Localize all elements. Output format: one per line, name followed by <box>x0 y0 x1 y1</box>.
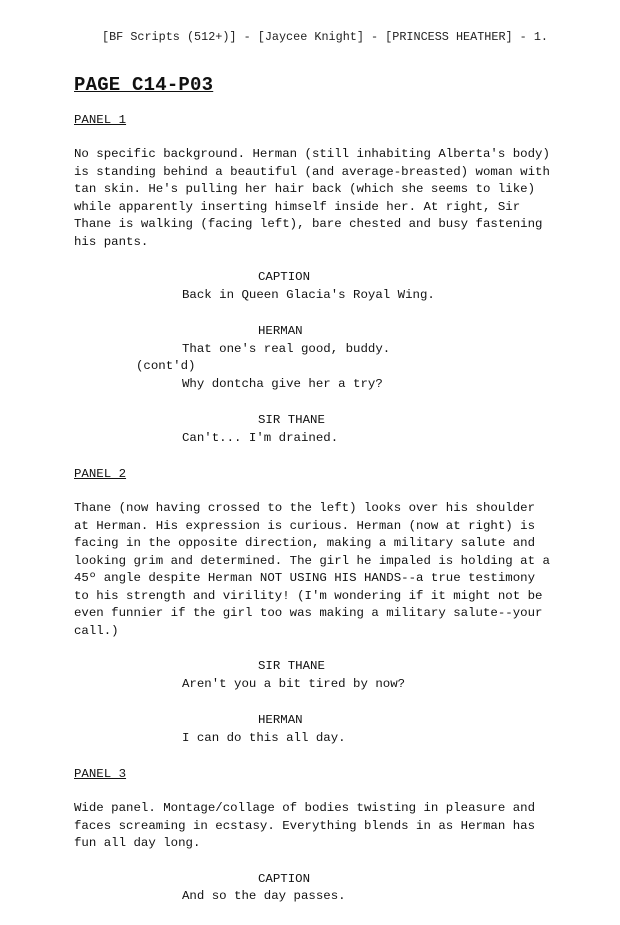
parenthetical: (cont'd) <box>136 359 196 373</box>
panel-heading: PANEL 3 <box>74 767 127 781</box>
script-body <box>74 74 554 925</box>
dialogue-block <box>74 712 554 747</box>
dialogue-line: And so the day passes. <box>182 889 346 903</box>
speaker-name: CAPTION <box>258 871 311 886</box>
action-description: No specific background. Herman (still inhabiting Alberta's body) is standing behind a beautiful (and average-breasted) woman with tan skin. He's pulling her hair back (which she seems to like) while apparently inserting himself inside her. At right, Sir Thane is walking (facing left), bare chested and busy fastening his pants. <box>74 147 550 249</box>
dialogue-line: Can't... I'm drained. <box>182 430 339 445</box>
page-header: [BF Scripts (512+)] - [Jaycee Knight] - [PRINCESS HEATHER] - 1. <box>102 30 548 44</box>
dialogue-block <box>74 871 554 906</box>
dialogue-line: That one's real good, buddy. <box>182 341 391 356</box>
action-description: Thane (now having crossed to the left) looks over his shoulder at Herman. His expression is curious. Herman (now at right) is facing in the opposite direction, making a military salute and looking grim and determined. The girl he impaled is holding at a 45º angle despite Herman NOT USING HIS HANDS--a true testimony to his strength and virility! (I'm wondering if it might not be even funnier if the girl too was making a military salute--your call.) <box>74 501 550 638</box>
dialogue-line: I can do this all day. <box>182 730 346 745</box>
panel-heading: PANEL 2 <box>74 467 127 481</box>
dialogue-line: Why dontcha give her a try? <box>182 376 383 391</box>
dialogue-line: Aren't you a bit tired by now? <box>182 676 406 691</box>
speaker-name: SIR THANE <box>258 659 325 673</box>
dialogue-block <box>74 412 554 447</box>
dialogue-block <box>74 323 554 393</box>
dialogue-block <box>74 658 554 693</box>
speaker-name: SIR THANE <box>258 413 325 427</box>
dialogue-block <box>74 269 554 304</box>
speaker-name: HERMAN <box>258 324 303 338</box>
dialogue-line: Back in Queen Glacia's Royal Wing. <box>182 287 435 302</box>
speaker-name: CAPTION <box>258 270 311 284</box>
speaker-name: HERMAN <box>258 713 303 727</box>
action-description: Wide panel. Montage/collage of bodies twisting in pleasure and faces screaming in ecstasy. Everything blends in as Herman has fun all day long. <box>74 801 536 850</box>
page-title: PAGE C14-P03 <box>74 74 214 96</box>
panel-heading: PANEL 1 <box>74 113 127 127</box>
